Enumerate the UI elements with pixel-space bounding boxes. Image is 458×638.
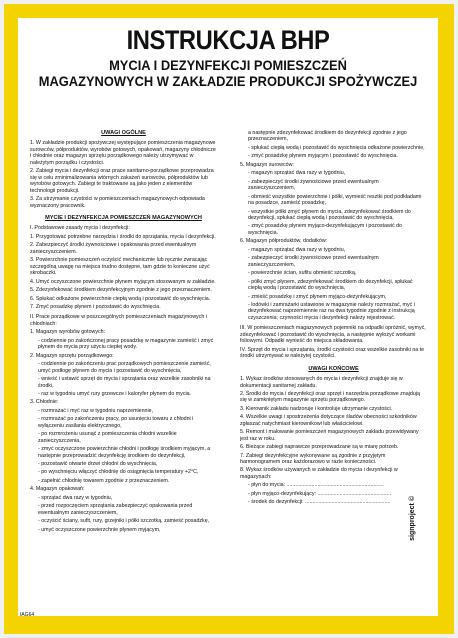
text-paragraph: - po rozmrożeniu usunąć z pomieszczenia chłodni wszelkie zanieczyszczenia, bbox=[38, 431, 177, 444]
text-paragraph: - środek do dezynfekcji: .......................................................... bbox=[248, 499, 391, 506]
text-paragraph: 8. Wykaz środków używanych w zakładzie do mycia i dezynfekcji w magazynach: bbox=[240, 467, 398, 480]
text-paragraph: 7. Zmyć posadzkę płynem i pozostawić do wyschnięcia. bbox=[30, 303, 161, 310]
text-paragraph: 4. Umyć oczyszczone powierzchnie płynem myjącym stosowanym w zakładzie. bbox=[30, 278, 216, 285]
text-paragraph: - rozmrażać po zakończeniu pracy, po usunięciu towaru z chłodni i wyłączeniu zasilania elektrycznego, bbox=[38, 416, 194, 429]
text-paragraph: - zmyć posadzkę płynem myjącym i pozostawić do wyschnięcia. bbox=[248, 153, 398, 160]
left-column bbox=[30, 130, 217, 535]
text-paragraph: 3. Za utrzymanie czystości w pomieszczeniach magazynowych odpowiada wyznaczony pracownik. bbox=[30, 196, 205, 209]
text-paragraph: - po wyschnięciu włączyć chłodnię do osiągnięcia temperatury +2°C, bbox=[38, 469, 199, 476]
text-paragraph: 6. Bieżące zabiegi naprawcze przeprowadzane są w miarę potrzeb. bbox=[240, 444, 399, 451]
text-paragraph: - obmieść wszystkie powierzchnie i półki, wymieść resztki pod podkładami na posadzce, zamieść posadzkę, bbox=[248, 193, 422, 207]
text-paragraph: - wnieść i ustawić sprzęt do mycia i sprzątania oraz wszelkie zasobniki na środki, bbox=[38, 376, 211, 389]
section-general-title: UWAGI OGÓLNE bbox=[101, 130, 146, 136]
text-paragraph: 2. Magazyn sprzętu porządkowego: bbox=[30, 352, 114, 359]
text-paragraph: I. Podstawowe zasady mycia i dezynfekcji: bbox=[30, 225, 130, 232]
text-paragraph: IV. Sprzęt do mycia i sprzątania, środki czystości oraz wszelkie zasobniki na te środki utrzymywać w należytej czystości. bbox=[240, 346, 425, 360]
text-paragraph: - wszystkie półki zmyć płynem do mycia, zdezynfekować środkiem do dezynfekcji, spłukać ciepłą wodą i pozostawić do wyschnięcia, bbox=[248, 208, 411, 221]
text-paragraph: - zabezpieczyć środki żywnościowe przed ewentualnym zanieczyszczeniem, bbox=[248, 178, 379, 192]
text-paragraph: 4. Magazyn opakowań: bbox=[30, 486, 85, 493]
text-paragraph: 3. Powierzchnie pomieszczeń oczyścić mechanicznie lub ręcznie zwracając szczególną uwagę na miejsca trudno dostępne, tam gdzie to konieczne użyć skrobaczki. bbox=[30, 257, 210, 277]
subtitle-line-2: MAGAZYNOWYCH W ZAKŁADZIE PRODUKCJI SPOŻYWCZEJ bbox=[38, 73, 418, 89]
text-paragraph: 7. Zabiegi dezynfekcyjne wykonywane są zgodnie z przyjętym harmonogramem oraz każdorazowo w razie konieczności. bbox=[240, 452, 386, 466]
text-paragraph: - rozmrażać i myć raz w tygodniu naprzemiennie, bbox=[38, 407, 154, 414]
text-paragraph: - powierzchnie ścian, sufitu obmieść szczotką, bbox=[248, 270, 357, 277]
text-paragraph: 6. Magazyn półproduktów, dodatków: bbox=[240, 238, 328, 245]
text-paragraph: - zmieść posadzkę i zmyć płynem myjąco-dezynfekującym, bbox=[248, 293, 387, 300]
text-paragraph: - zmyć oczyszczone powierzchnie chłodni i podłogę środkiem myjącym, a następnie przeprowadzić dezynfekcję środkiem do dezynfekcji, bbox=[38, 446, 211, 459]
text-paragraph: - magazyn sprzątać dwa razy w tygodniu, bbox=[248, 170, 346, 177]
main-title: INSTRUKCJA BHP bbox=[126, 25, 330, 55]
brand-logo: signproject © bbox=[409, 496, 416, 541]
text-paragraph: - zmyć posadzkę płynem myjąco-dezynfekującym i pozostawić do wyschnięcia. bbox=[248, 223, 402, 236]
text-paragraph: 4. Wszelkie uwagi i spostrzeżenia dotyczące śladów obecności szkodników zgłaszać natychmiast kierownikowi lub właścicielowi. bbox=[240, 414, 417, 427]
text-paragraph: - lodówki i zamrażarki ustawione w magazynie należy rozmrażać, myć i dezynfekować naprzemiennie raz na dwa tygodnie zgodnie z instrukcją czyszczenia; czynności mycia i dezynfekcji należy rejestrować. bbox=[248, 301, 415, 321]
text-paragraph: 5. Magazyn surowców: bbox=[240, 161, 294, 168]
text-paragraph: 2. Zabiegi mycia i dezynfekcji oraz prace sanitarno-porządkowe przeprowadza się w celu zminimalizowania wtórnych zakażeń surowców, półproduktów lub wyrobów gotowych. Zabiegi te traktowane są jako jeden z elementów technologii produkcji. bbox=[30, 168, 214, 194]
text-paragraph: - zapełnić chłodnię towarem zgodnie z przeznaczeniem. bbox=[38, 477, 170, 484]
text-paragraph: 3. Kierownik zakładu nadzoruje i kontroluje utrzymanie czystości. bbox=[240, 405, 393, 412]
text-paragraph: - przed rozpoczęciem sprzątania zabezpieczyć opakowania przed ewentualnym zanieczyszczeniem, bbox=[38, 503, 193, 516]
text-paragraph: - zabezpieczyć środki żywnościowe przed ewentualnym zanieczyszczeniem, bbox=[248, 255, 379, 268]
text-paragraph: - sprzątać dwa razy w tygodniu, bbox=[38, 494, 113, 501]
sign-background bbox=[4, 4, 454, 634]
text-paragraph: - raz w tygodniu umyć rury grzewcze i kaloryfer płynem do mycia. bbox=[38, 390, 192, 397]
text-paragraph: 2. Zabezpieczyć środki żywnościowe i opakowania przed ewentualnym zanieczyszczeniem. bbox=[30, 242, 197, 255]
right-column bbox=[240, 130, 427, 508]
text-paragraph: 5. Remont i malowanie pomieszczeń magazynowych zakładu przewidywany jest raz w roku. bbox=[240, 429, 419, 442]
text-paragraph: 6. Spłukać odkażone powierzchnie ciepłą wodą i pozostawić do wyschnięcia. bbox=[30, 295, 211, 302]
text-paragraph: 2. Środki do mycia i dezynfekcji oraz sprzęt i narzędzia porządkowe znajdują się w zamkniętym magazynie sprzętu porządkowego. bbox=[240, 390, 420, 404]
text-paragraph: 1. Magazyn wyrobów gotowych: bbox=[30, 329, 106, 336]
text-paragraph: - codziennie po zakończeniu prac porządkowych pomieszczenie zamieść, umyć podłogę płynem do mycia i pozostawić do wyschnięcia, bbox=[38, 361, 211, 374]
text-paragraph: - codziennie po zakończonej pracy posadzkę w magazynie zamieść i zmyć płynem do mycia przy użyciu ciepłej wody. bbox=[38, 337, 214, 351]
text-paragraph: 1. W zakładzie produkcji spożywczej występujące pomieszczenia magazynowe surowców, półproduktów, wyrobów gotowych, opakowań, magazyny chłodnicze i chłodnie oraz magazyn sprzętu porządkowego należy utrzymywać w należytym porządku i czystości. bbox=[30, 140, 216, 166]
text-paragraph: a następnie zdezynfekować środkiem do dezynfekcji zgodnie z jego przeznaczeniem, bbox=[248, 130, 407, 143]
text-paragraph: - spłukać ciepłą wodą i pozostawić do wyschnięcia odkażone powierzchnie, bbox=[248, 144, 425, 151]
section-final-title: UWAGI KOŃCOWE bbox=[308, 365, 359, 372]
text-paragraph: III. W pomieszczeniach magazynowych pojemniki na odpadki opróżnić, wymyć, zdezynfekować i pozostawić do wyschnięcia, a następnie wyłożyć workami foliowymi. Odpadki wynieść do miejsca składowania. bbox=[240, 325, 426, 345]
text-paragraph: - płyn do mycia: .................................................................. bbox=[248, 482, 384, 489]
text-paragraph: - półki zmyć płynem, zdezynfekować środkiem do dezynfekcji, spłukać ciepłą wodą i pozostawić do wyschnięcia, bbox=[248, 278, 413, 292]
text-paragraph: 5. Zdezynfekować środkiem dezynfekcyjnym zgodnie z jego przeznaczeniem. bbox=[30, 287, 212, 294]
text-paragraph: - pozostawić otwarte drzwi chłodni do wyschnięcia, bbox=[38, 461, 158, 468]
text-paragraph: - płyn myjąco-dezynfekujący: .................................................. bbox=[248, 490, 392, 497]
product-code: IAG64 bbox=[20, 612, 35, 618]
text-paragraph: II. Prace porządkowe w poszczególnych pomieszczeniach magazynowych i chłodniach: bbox=[30, 314, 207, 327]
subtitle-line-1: MYCIA I DEZYNFEKCJI POMIESZCZEŃ bbox=[109, 57, 347, 73]
text-paragraph: - oczyścić ściany, sufit, rury, grzejniki i półki szczotką, zamieść posadzkę, bbox=[38, 518, 210, 525]
text-paragraph: 1. Przygotować potrzebne narzędzia i środki do sprzątania, mycia i dezynfekcji. bbox=[30, 233, 216, 240]
text-paragraph: - magazyn sprzątać dwa razy w tygodniu, bbox=[248, 246, 346, 253]
text-paragraph: 3. Chłodnie: bbox=[30, 399, 59, 406]
text-paragraph: - umyć oczyszczone powierzchnie płynem myjącym, bbox=[38, 526, 161, 533]
section-washing-title: MYCIE I DEZYNFEKCJA POMIESZCZEŃ MAGAZYNOWYCH bbox=[45, 214, 202, 221]
text-paragraph: 1. Wykaz środków stosowanych do mycia i dezynfekcji znajduje się w dokumentacji sanitarnej zakładu. bbox=[240, 376, 403, 389]
instruction-sheet bbox=[18, 18, 438, 616]
